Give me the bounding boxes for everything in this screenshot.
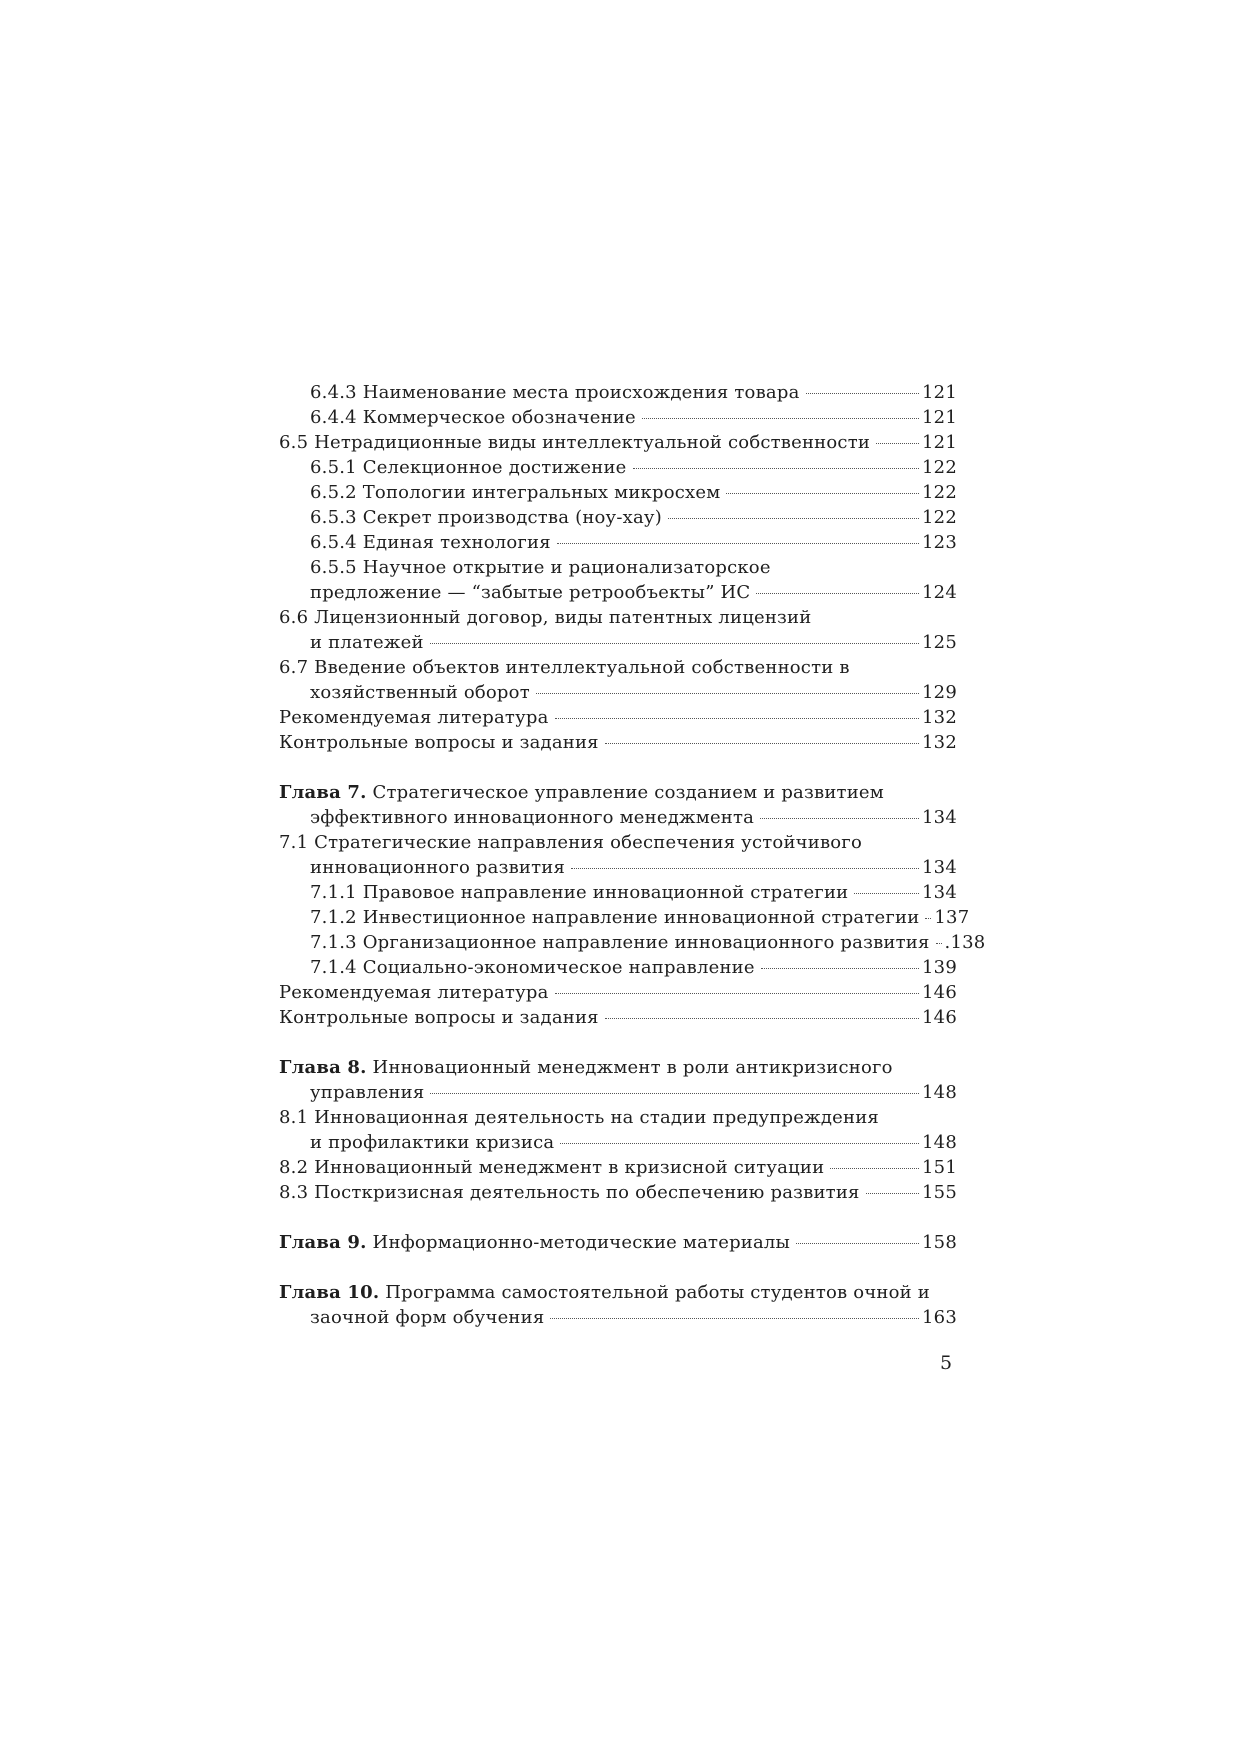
toc-page-number: 146 — [922, 982, 957, 1003]
dot-leader — [806, 393, 920, 394]
toc-entry-title: заочной форм обучения — [310, 1307, 545, 1328]
toc-entry-title: Рекомендуемая литература — [279, 982, 549, 1003]
chapter-label: Глава 10. — [279, 1282, 380, 1303]
table-of-contents — [279, 380, 986, 1330]
toc-entry[interactable] — [279, 405, 957, 430]
toc-entry-title: 6.7 Введение объектов интеллектуальной собственности в — [279, 657, 850, 678]
toc-page-number: 146 — [922, 1007, 957, 1028]
dot-leader — [605, 1018, 919, 1019]
toc-page-number: 134 — [922, 857, 957, 878]
toc-entry-title: 6.5.3 Секрет производства (ноу-хау) — [310, 507, 662, 528]
toc-section-gap — [279, 1255, 957, 1280]
toc-page-number: 132 — [922, 707, 957, 728]
dot-leader — [854, 893, 919, 894]
toc-entry-title: 8.3 Посткризисная деятельность по обеспечению развития — [279, 1182, 860, 1203]
dot-leader — [633, 468, 920, 469]
toc-entry-title: 6.6 Лицензионный договор, виды патентных лицензий — [279, 607, 812, 628]
toc-page-number: 121 — [922, 407, 957, 428]
toc-page-number: 132 — [922, 732, 957, 753]
toc-entry[interactable] — [279, 1155, 957, 1180]
toc-entry[interactable] — [279, 1005, 957, 1030]
toc-entry-title: 7.1.2 Инвестиционное направление инновационной стратегии — [310, 907, 920, 928]
toc-page-number: 129 — [922, 682, 957, 703]
toc-page-number: 124 — [922, 582, 957, 603]
toc-entry-title: 6.5.2 Топологии интегральных микросхем — [310, 482, 721, 503]
toc-entry-title: управления — [310, 1082, 425, 1103]
dot-leader — [936, 943, 942, 944]
toc-entry-title: Контрольные вопросы и задания — [279, 732, 599, 753]
toc-section-gap — [279, 1030, 957, 1055]
toc-entry-title: Рекомендуемая литература — [279, 707, 549, 728]
toc-page-number: 148 — [922, 1082, 957, 1103]
toc-entry[interactable] — [279, 1180, 957, 1205]
dot-leader — [557, 543, 919, 544]
toc-page-number: 134 — [922, 807, 957, 828]
toc-entry-title: 7.1.1 Правовое направление инновационной стратегии — [310, 882, 849, 903]
toc-entry-title: 8.1 Инновационная деятельность на стадии предупреждения — [279, 1107, 879, 1128]
toc-entry[interactable] — [279, 930, 986, 955]
toc-page-number: 125 — [922, 632, 957, 653]
toc-page-number: 163 — [922, 1307, 957, 1328]
chapter-label: Глава 8. — [279, 1057, 367, 1078]
toc-entry[interactable] — [279, 455, 957, 480]
dot-leader — [876, 443, 919, 444]
toc-entry[interactable] — [279, 530, 957, 555]
toc-entry-title: Глава 9. Информационно-методические материалы — [279, 1232, 791, 1253]
toc-page-number: 123 — [922, 532, 957, 553]
toc-page-number: 121 — [922, 382, 957, 403]
chapter-label: Глава 9. — [279, 1232, 367, 1253]
dot-leader — [760, 818, 919, 819]
toc-entry-title: Глава 8. Инновационный менеджмент в роли антикризисного — [279, 1057, 893, 1078]
toc-entry-title: Контрольные вопросы и задания — [279, 1007, 599, 1028]
toc-entry-title: Глава 10. Программа самостоятельной работы студентов очной и — [279, 1282, 930, 1303]
dot-leader — [925, 918, 931, 919]
dot-leader — [642, 418, 919, 419]
dot-leader — [430, 1093, 919, 1094]
toc-entry[interactable] — [279, 380, 957, 405]
toc-entry[interactable] — [279, 905, 970, 930]
dot-leader — [605, 743, 919, 744]
dot-leader — [866, 1193, 919, 1194]
toc-entry-title: инновационного развития — [310, 857, 566, 878]
toc-page-number: .138 — [944, 932, 986, 953]
dot-leader — [756, 593, 919, 594]
toc-page-number: 122 — [922, 482, 957, 503]
toc-chapter-entry[interactable] — [279, 780, 957, 830]
toc-page-number: 139 — [922, 957, 957, 978]
toc-entry-title: 8.2 Инновационный менеджмент в кризисной ситуации — [279, 1157, 825, 1178]
toc-section-gap — [279, 1205, 957, 1230]
toc-page-number: 121 — [922, 432, 957, 453]
toc-entry[interactable] — [279, 555, 957, 605]
dot-leader — [550, 1318, 919, 1319]
toc-entry[interactable] — [279, 430, 957, 455]
toc-entry-title: предложение — “забытые ретрообъекты” ИС — [310, 582, 751, 603]
toc-entry[interactable] — [279, 880, 957, 905]
toc-page-number: 122 — [922, 457, 957, 478]
dot-leader — [796, 1243, 919, 1244]
toc-entry-title: и платежей — [310, 632, 424, 653]
toc-chapter-entry[interactable] — [279, 1055, 957, 1105]
toc-entry[interactable] — [279, 480, 957, 505]
toc-entry-title: 7.1.3 Организационное направление инновационного развития — [310, 932, 930, 953]
toc-entry-title: Глава 7. Стратегическое управление созданием и развитием — [279, 782, 884, 803]
dot-leader — [555, 718, 919, 719]
toc-entry[interactable] — [279, 730, 957, 755]
toc-entry-title: эффективного инновационного менеджмента — [310, 807, 755, 828]
dot-leader — [668, 518, 919, 519]
toc-entry[interactable] — [279, 955, 957, 980]
dot-leader — [555, 993, 919, 994]
dot-leader — [726, 493, 919, 494]
toc-entry-title: и профилактики кризиса — [310, 1132, 555, 1153]
toc-entry-title: 7.1.4 Социально-экономическое направление — [310, 957, 755, 978]
toc-page-number: 122 — [922, 507, 957, 528]
toc-entry[interactable] — [279, 980, 957, 1005]
toc-entry[interactable] — [279, 830, 957, 880]
dot-leader — [830, 1168, 919, 1169]
toc-entry-title: 6.5.4 Единая технология — [310, 532, 551, 553]
toc-page-number: 134 — [922, 882, 957, 903]
toc-chapter-entry[interactable] — [279, 1230, 957, 1255]
dot-leader — [536, 693, 919, 694]
toc-entry[interactable] — [279, 505, 957, 530]
toc-page-number: 158 — [922, 1232, 957, 1253]
toc-entry-title: хозяйственный оборот — [310, 682, 530, 703]
toc-page-number: 155 — [922, 1182, 957, 1203]
toc-page-number: 137 — [934, 907, 970, 928]
page-number: 5 — [940, 1352, 953, 1374]
toc-page-number: 151 — [922, 1157, 957, 1178]
chapter-label: Глава 7. — [279, 782, 367, 803]
toc-entry-title: 6.5.5 Научное открытие и рационализаторское — [310, 557, 771, 578]
dot-leader — [571, 868, 919, 869]
dot-leader — [761, 968, 919, 969]
toc-entry-title: 6.4.4 Коммерческое обозначение — [310, 407, 636, 428]
toc-section-gap — [279, 755, 957, 780]
toc-entry[interactable] — [279, 705, 957, 730]
dot-leader — [430, 643, 919, 644]
toc-chapter-entry[interactable] — [279, 1280, 957, 1330]
toc-entry-title: 6.5 Нетрадиционные виды интеллектуальной собственности — [279, 432, 871, 453]
toc-page-number: 148 — [922, 1132, 957, 1153]
toc-entry[interactable] — [279, 605, 957, 655]
toc-entry-title: 6.5.1 Селекционное достижение — [310, 457, 627, 478]
toc-entry[interactable] — [279, 1105, 957, 1155]
toc-entry[interactable] — [279, 655, 957, 705]
toc-entry-title: 7.1 Стратегические направления обеспечения устойчивого — [279, 832, 862, 853]
toc-entry-title: 6.4.3 Наименование места происхождения товара — [310, 382, 800, 403]
dot-leader — [560, 1143, 919, 1144]
